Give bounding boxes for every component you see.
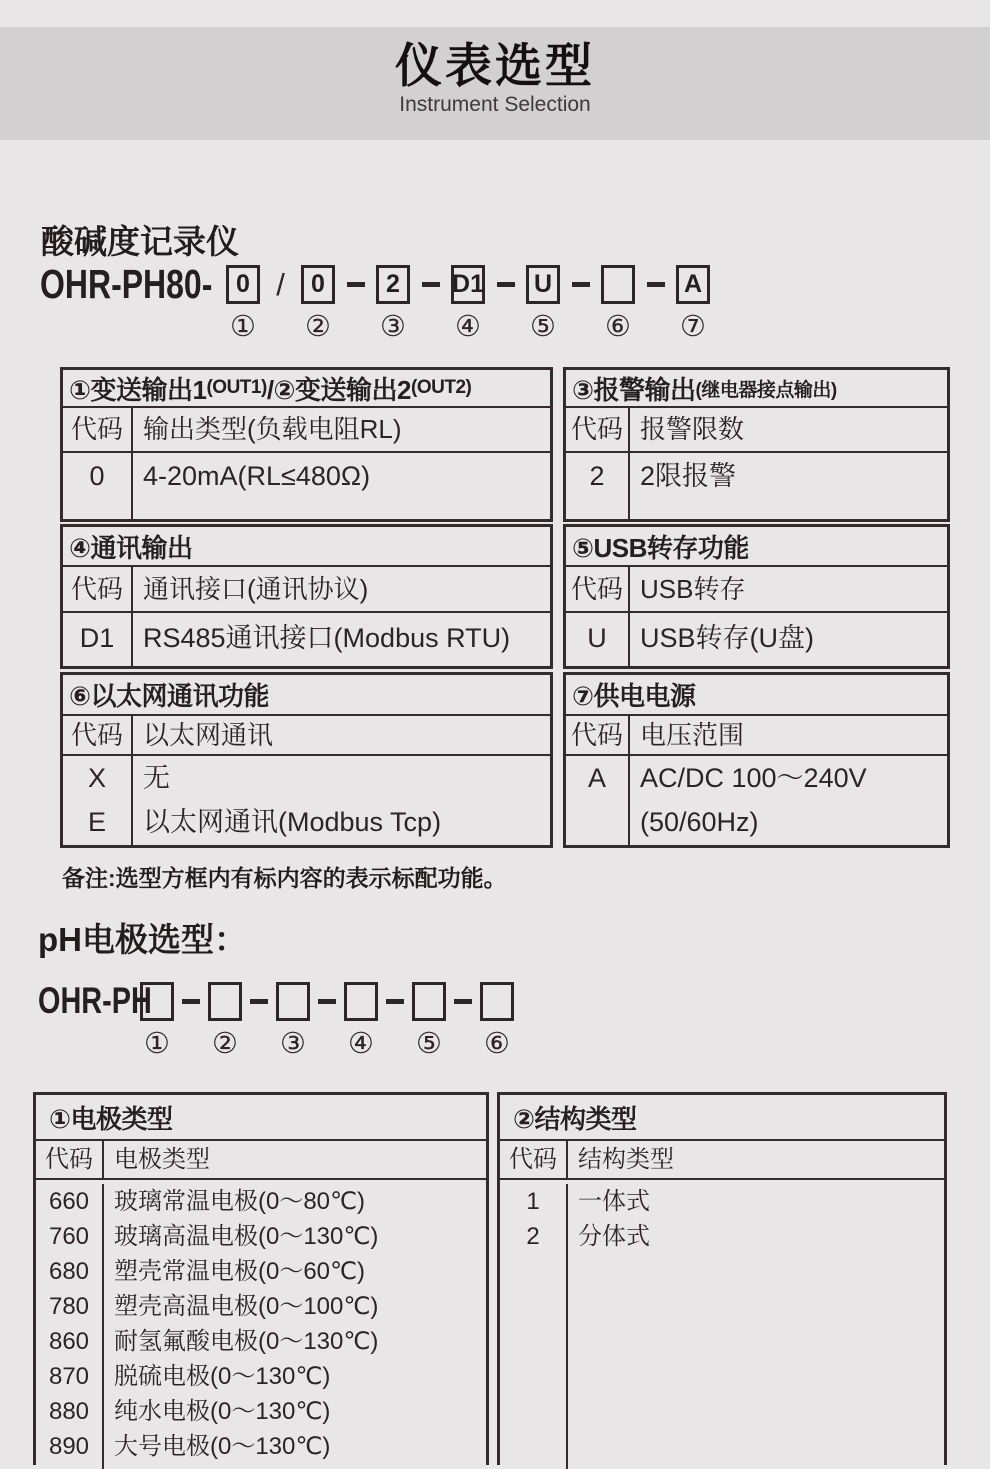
model-slot-6 [480,982,514,1059]
slot-digit-7: ⑦ [680,311,706,343]
table-row: 2 2限报警 [566,453,947,519]
model-slot-7 [676,265,710,342]
column-header-row: 代码 电极类型 [36,1141,486,1180]
slot-digit-3: ③ [280,1028,306,1060]
separator-dash [560,265,601,304]
slot-digit-6: ⑥ [484,1028,510,1060]
table-row: X E 无 以太网通讯(Modbus Tcp) [63,756,550,845]
model-slot-5 [526,265,560,342]
structure-type-header: ②结构类型 [500,1095,944,1141]
dash-icon [347,282,365,287]
column-header-row: 代码 报警限数 [566,408,947,453]
model-box-4 [344,982,378,1021]
table-row: A AC/DC 100～240V (50/60Hz) [566,756,947,845]
model-box-6 [480,982,514,1021]
dash-icon [422,282,440,287]
model-slot-3 [376,265,410,342]
model-box-1: 0 [226,265,260,304]
slot-digit-1: ① [230,311,256,343]
electrode-selection-table [33,1092,947,1465]
usb-transfer-table [563,524,950,669]
page-subtitle: Instrument Selection [399,92,591,116]
slot-digit-2: ② [212,1028,238,1060]
slot-digit-5: ⑤ [416,1028,442,1060]
selection-table-band-3 [60,672,950,848]
power-supply-table [563,672,950,848]
model-box-3 [276,982,310,1021]
dash-icon [250,999,268,1004]
model-slot-2 [208,982,242,1059]
table-rows: 1 2 一体式 分体式 [500,1180,944,1469]
model-slot-4 [344,982,378,1059]
separator-slash: / [276,266,285,302]
separator-dash [335,265,376,304]
electrode-type-header: ①电极类型 [36,1095,486,1141]
separator-dash [242,982,276,1021]
model-slot-5 [412,982,446,1059]
title-band [0,27,990,140]
model-box-4: D1 [451,265,485,304]
model-slot-3 [276,982,310,1059]
model-box-5: U [526,265,560,304]
model-slot-1 [226,265,260,342]
comm-output-header: ④通讯输出 [63,527,550,567]
alarm-output-table [563,367,950,522]
column-header-row: 代码 以太网通讯 [63,716,550,756]
dash-icon [572,282,590,287]
separator-dash [635,265,676,304]
alarm-output-header: ③报警输出 (继电器接点输出) [566,370,947,408]
slot-digit-2: ② [305,311,331,343]
model-box-5 [412,982,446,1021]
slot-digit-3: ③ [380,311,406,343]
dash-icon [454,999,472,1004]
recorder-heading: 酸碱度记录仪 [41,223,239,260]
column-header-row: 代码 USB转存 [566,567,947,613]
transmit-output-header: ①变送输出1 (OUT1) /②变送输出2 (OUT2) [63,370,550,408]
electrode-type-table [33,1092,489,1465]
usb-transfer-header: ⑤USB转存功能 [566,527,947,567]
column-header-row: 代码 输出类型(负载电阻RL) [63,408,550,453]
table-row: D1 RS485通讯接口(Modbus RTU) [63,613,550,666]
separator-dash [485,265,526,304]
dash-icon [182,999,200,1004]
separator-dash [410,265,451,304]
model-box-6 [601,265,635,304]
electrode-model-code-line [38,982,514,1059]
dash-icon [318,999,336,1004]
model-box-3: 2 [376,265,410,304]
dash-icon [386,999,404,1004]
power-supply-header: ⑦供电电源 [566,675,947,716]
ethernet-table [60,672,553,848]
note-text: 备注:选型方框内有标内容的表示标配功能。 [62,865,507,891]
model-slot-4 [451,265,485,342]
column-header-row: 代码 结构类型 [500,1141,944,1180]
recorder-model-code-line [40,260,710,343]
column-header-row: 代码 通讯接口(通讯协议) [63,567,550,613]
table-rows: 660 760 680 780 860 870 880 890 玻璃常温电极(0～80℃) 玻璃高温电极(0～130℃) 塑壳常温电极(0～60℃) 塑壳高温电极(0～100℃) 耐氢氟酸电极(0～130℃) 脱硫电极(0～130℃) 纯水电极(0～130℃) 大号电极(0～130℃) [36,1180,486,1469]
ethernet-header: ⑥以太网通讯功能 [63,675,550,716]
separator-dash [174,982,208,1021]
model-slot-6 [601,265,635,342]
separator-dash [446,982,480,1021]
column-header-row: 代码 电压范围 [566,716,947,756]
table-row: 0 4-20mA(RL≤480Ω) [63,453,550,519]
slot-digit-6: ⑥ [605,311,631,343]
page-title: 仪表选型 [395,39,595,92]
table-row: U USB转存(U盘) [566,613,947,666]
slot-digit-4: ④ [455,311,481,343]
model-box-2 [208,982,242,1021]
selection-table-band-2 [60,524,950,669]
transmit-output-table [60,367,553,522]
model-box-7: A [676,265,710,304]
comm-output-table [60,524,553,669]
selection-table-band-1 [60,367,950,522]
model-box-2: 0 [301,265,335,304]
model-prefix: OHR-PH [38,980,152,1021]
electrode-heading: pH电极选型： [38,921,247,958]
slot-digit-4: ④ [348,1028,374,1060]
separator-dash [378,982,412,1021]
structure-type-table [497,1092,947,1465]
slot-digit-5: ⑤ [530,311,556,343]
dash-icon [647,282,665,287]
dash-icon [497,282,515,287]
separator-dash [310,982,344,1021]
model-prefix: OHR-PH80- [40,260,213,307]
model-slot-2 [301,265,335,342]
slot-digit-1: ① [144,1028,170,1060]
